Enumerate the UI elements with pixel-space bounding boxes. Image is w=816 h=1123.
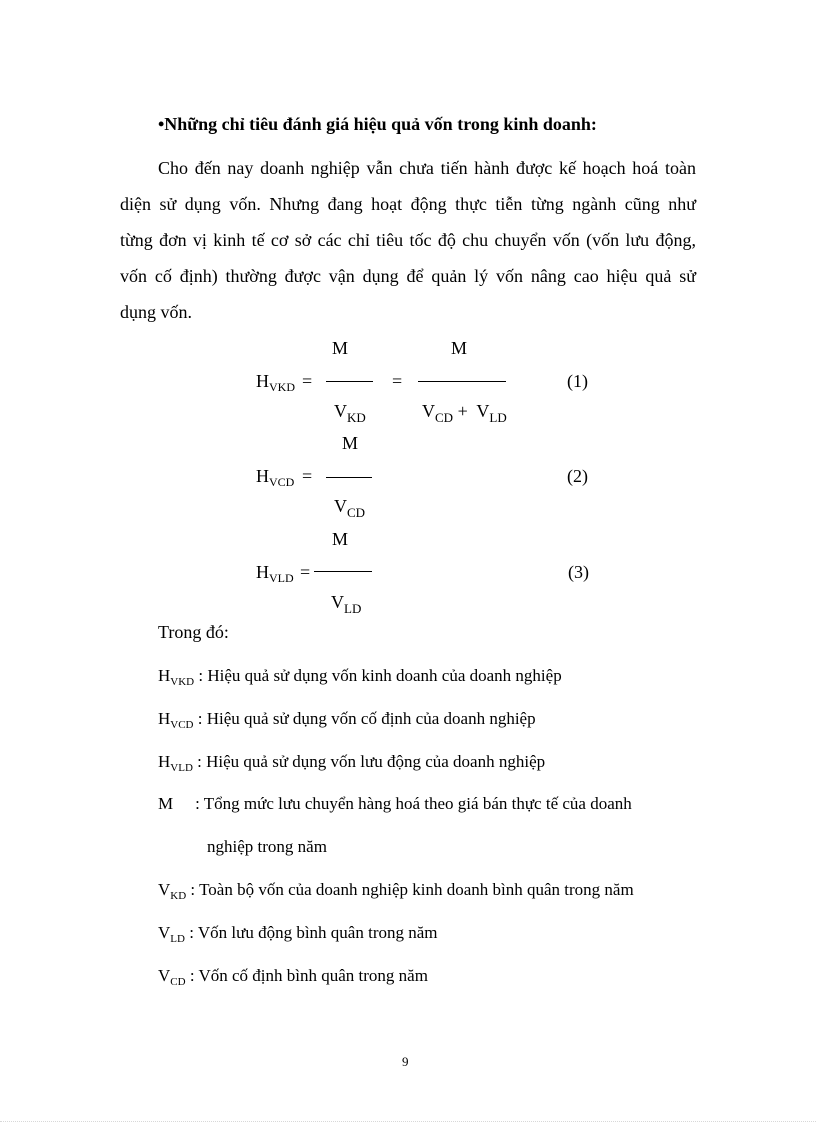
intro-paragraph bbox=[120, 150, 696, 330]
page-number: 9 bbox=[402, 1054, 409, 1069]
formula-1-number: (1) bbox=[567, 371, 588, 391]
formula-2-number: (2) bbox=[567, 466, 588, 486]
formula-1-denominator-1: $V_{KD}$ bbox=[334, 401, 366, 425]
definition-item: M : Tổng mức lưu chuyển hàng hoá theo giá bán thực tế của doanh bbox=[158, 794, 632, 813]
definition-item: $V_{KD}$ : Toàn bộ vốn của doanh nghiệp kinh doanh bình quân trong năm bbox=[158, 880, 634, 902]
formula-1-numerator-2: M bbox=[451, 338, 468, 358]
definition-item: $H_{VLD}$ : Hiệu quả sử dụng vốn lưu động của doanh nghiệp bbox=[158, 752, 546, 774]
formula-3-lhs: $H_{VLD}$ bbox=[256, 562, 294, 585]
section-heading: •Những chỉ tiêu đánh giá hiệu quả vốn trong kinh doanh: bbox=[158, 114, 597, 134]
formula-1-equals: = bbox=[302, 371, 313, 391]
definition-item: $V_{CD}$ : Vốn cố định bình quân trong năm bbox=[158, 966, 428, 988]
paragraph-line: từng đơn vị kinh tế cơ sở các chỉ tiêu tốc độ chu chuyển vốn (vốn lưu động, bbox=[120, 230, 696, 250]
formula-2-numerator: M bbox=[342, 433, 359, 453]
where-label: Trong đó: bbox=[158, 622, 229, 642]
page-bottom-divider bbox=[0, 1121, 816, 1122]
paragraph-line: diện sử dụng vốn. Nhưng đang hoạt động thực tiễn từng ngành cũng như bbox=[120, 194, 696, 214]
definition-item-continuation: nghiệp trong năm bbox=[207, 837, 327, 856]
formula-3-denominator: $V_{LD}$ bbox=[331, 592, 362, 616]
formula-2-equals: = bbox=[302, 466, 313, 486]
formula-2-denominator: $V_{CD}$ bbox=[334, 496, 366, 520]
formula-1-fraction-bar-1 bbox=[326, 381, 373, 382]
paragraph-line: Cho đến nay doanh nghiệp vẫn chưa tiến hành được kế hoạch hoá toàn bbox=[158, 158, 696, 178]
formula-1-numerator-1: M bbox=[332, 338, 349, 358]
paragraph-line: vốn cố định) thường được vận dụng để quản lý vốn nâng cao hiệu quả sử bbox=[120, 266, 696, 286]
paragraph-line: dụng vốn. bbox=[120, 302, 192, 322]
formula-3-fraction-bar bbox=[314, 571, 372, 572]
formula-1-fraction-bar-2 bbox=[418, 381, 506, 382]
formula-1-denominator-2: $V_{CD} + V_{LD}$ bbox=[422, 401, 507, 425]
formula-3-number: (3) bbox=[568, 562, 589, 582]
formula-1-equals-2: = bbox=[392, 371, 403, 391]
formula-2-fraction-bar bbox=[326, 477, 372, 478]
formula-1-lhs: $H_{VKD}$ bbox=[256, 371, 295, 394]
formula-2-lhs: $H_{VCD}$ bbox=[256, 466, 295, 489]
definition-item: $V_{LD}$ : Vốn lưu động bình quân trong năm bbox=[158, 923, 438, 945]
formula-3-numerator: M bbox=[332, 529, 349, 549]
definition-item: $H_{VCD}$ : Hiệu quả sử dụng vốn cố định của doanh nghiệp bbox=[158, 709, 536, 731]
formula-3-equals: = bbox=[300, 562, 311, 582]
definition-item: $H_{VKD}$ : Hiệu quả sử dụng vốn kinh doanh của doanh nghiệp bbox=[158, 666, 562, 688]
